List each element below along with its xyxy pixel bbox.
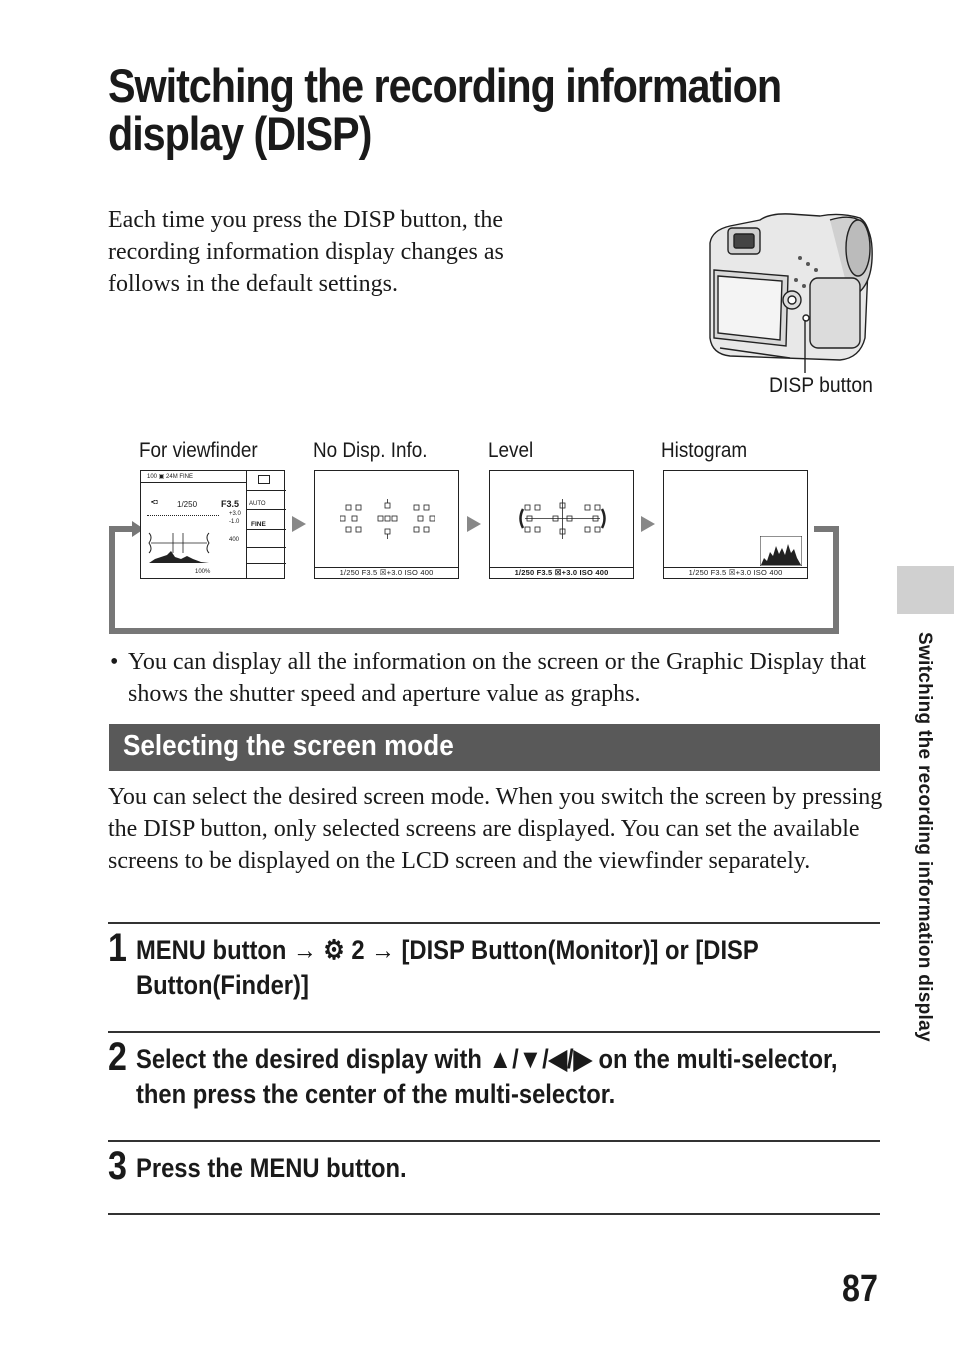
vf-ev1: +3.0 [229,511,241,517]
vf-shutter: 1/250 [177,500,198,509]
step-number-1: 1 [108,926,127,970]
screen-no-disp-info [314,470,459,579]
divider [108,1213,880,1215]
vf-aperture: F3.5 [221,499,240,509]
intro-paragraph: Each time you press the DISP button, the recording information display changes as follows in the default settings. [108,207,504,297]
camera-illustration [700,208,880,373]
disp-button-callout: DISP button [769,374,873,397]
screen-label-viewfinder: For viewfinder [139,439,258,462]
section-paragraph: You can select the desired screen mode. When you switch the screen by pressing the DISP button, only selected screens are displayed. You can set the available screens to be displayed on the LCD screen and the viewfinder separately. [108,784,883,874]
section-header [109,724,880,771]
step-2-text: Select the desired display with ▲/▼/◀/▶ on the multi-selector, then press the center of the multi-selector. [136,1044,838,1109]
step-number-3: 3 [108,1144,127,1188]
vf-iso: 400 [229,537,240,543]
arrow-icon: → [371,935,395,965]
arrow-right-icon [641,516,655,532]
histogram-graph [760,536,802,566]
screen-info-bar: 1/250 F3.5 ☒+3.0 ISO 400 [664,567,807,578]
screen-viewfinder [140,470,285,579]
bullet-note [108,646,888,710]
screen-info-bar: 1/250 F3.5 ☒+3.0 ISO 400 [490,567,633,578]
side-tab-marker [897,566,954,614]
arrow-right-icon [467,516,481,532]
vf-side-auto: AUTO [249,501,266,507]
section-title: Selecting the screen mode [123,730,454,762]
vf-bottom: 100% [195,569,211,575]
screen-info-bar: 1/250 F3.5 ☒+3.0 ISO 400 [315,567,458,578]
bullet-dot: • [110,649,119,675]
vf-graphic-display [147,529,217,565]
vf-top-info: 100 ▣ 24M FINE [147,474,194,480]
step-3-text: Press the MENU button. [136,1153,407,1183]
divider [108,1031,880,1033]
screen-label-histogram: Histogram [661,439,748,462]
page-number: 87 [842,1268,878,1310]
af-points [340,499,435,539]
step-1-text: MENU button → ⚙ 2 → [DISP Button(Monitor)] or [DISP Button(Finder)] [136,935,759,1000]
vf-side-icon [258,475,270,484]
screen-label-no-disp: No Disp. Info. [313,439,428,462]
screen-level [489,470,634,579]
vf-ev2: -1.0 [229,519,240,525]
gear-icon: ⚙ [323,935,345,965]
arrow-right-icon [292,516,306,532]
vf-side-fine: FINE [251,521,266,528]
divider [108,922,880,924]
viewfinder-main-area [141,471,247,579]
bullet-text: You can display all the information on the screen or the Graphic Display that shows the shutter speed and aperture value as graphs. [128,649,867,707]
divider [108,1140,880,1142]
camera-icon: ▪◘ [151,499,158,506]
screen-histogram [663,470,808,579]
screen-label-level: Level [488,439,534,462]
level-gauge [515,499,610,539]
side-tab-title: Switching the recording information display [914,632,935,1042]
arrow-icon: → [293,935,317,965]
page-title: Switching the recording information display (DISP) [108,59,782,160]
step-number-2: 2 [108,1035,127,1079]
